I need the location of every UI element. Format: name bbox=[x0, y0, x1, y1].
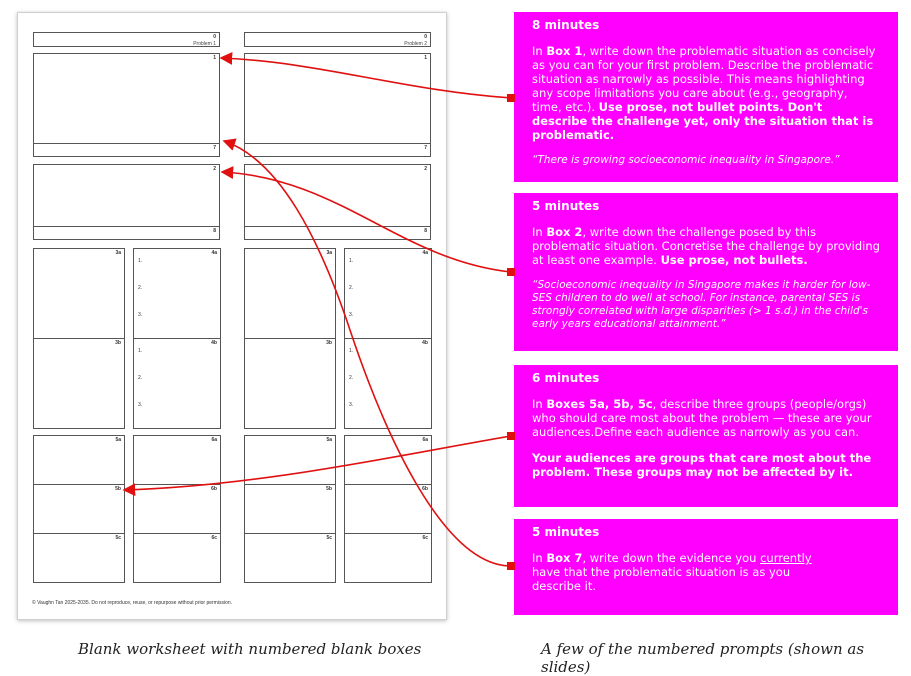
slide-example-quote: “There is growing socioeconomic inequality in Singapore.” bbox=[532, 154, 840, 166]
list-number: 2. bbox=[349, 285, 354, 291]
box-4b-label: 4b bbox=[211, 340, 217, 346]
box-4a-label: 4a bbox=[422, 250, 428, 256]
box-5c-label: 5c bbox=[115, 535, 121, 541]
slide-text: In Boxes 5a, 5b, 5c, describe three groups (people/orgs) who should care most about the problem — these are your audiences.Define each audience as narrowly as you can. bbox=[532, 397, 872, 439]
arrow-box-2 bbox=[222, 172, 511, 272]
arrow-box-7 bbox=[224, 141, 511, 566]
box-5c-label: 5c bbox=[326, 535, 332, 541]
box-6c-label: 6c bbox=[211, 535, 217, 541]
slide-title: 5 minutes bbox=[532, 525, 600, 539]
slide-example-quote: “Socioeconomic inequality in Singapore makes it harder for low-SES children to do well at school. For instance, parental SES is strongly correlated with large disparities (> 1 s.d.) in the child's early years educational attainment.” bbox=[532, 279, 871, 330]
box-6a-label: 6a bbox=[422, 437, 428, 443]
box-1-label: 1 bbox=[213, 55, 216, 61]
list-number: 1. bbox=[138, 258, 143, 264]
box-1-label: 1 bbox=[424, 55, 427, 61]
box-2-label: 2 bbox=[424, 166, 427, 172]
list-number: 3. bbox=[349, 312, 354, 318]
caption-left: Blank worksheet with numbered blank boxes bbox=[78, 640, 422, 658]
slide-text: In Box 7, write down the evidence you currently have that the problematic situation is as you describe it. bbox=[532, 551, 812, 593]
box-5b-label: 5b bbox=[326, 486, 332, 492]
box-6a-label: 6a bbox=[211, 437, 217, 443]
arrow-box-5b bbox=[124, 436, 511, 490]
list-number: 3. bbox=[138, 312, 143, 318]
box-7-label: 7 bbox=[424, 145, 427, 151]
caption-right: A few of the numbered prompts (shown as slides) bbox=[541, 640, 865, 676]
box-6c-label: 6c bbox=[422, 535, 428, 541]
list-number: 2. bbox=[349, 375, 354, 381]
list-number: 3. bbox=[349, 402, 354, 408]
header-number: 0 bbox=[424, 34, 427, 40]
box-6b-label: 6b bbox=[211, 486, 217, 492]
box-6b-label: 6b bbox=[422, 486, 428, 492]
arrow-anchor bbox=[507, 94, 515, 102]
box-5a-label: 5a bbox=[326, 437, 332, 443]
slide-title: 5 minutes bbox=[532, 199, 600, 213]
header-title: Problem 2 bbox=[404, 41, 427, 47]
list-number: 2. bbox=[138, 375, 143, 381]
header-title: Problem 1 bbox=[193, 41, 216, 47]
box-3a-label: 3a bbox=[115, 250, 121, 256]
box-8-label: 8 bbox=[213, 228, 216, 234]
arrow-anchor bbox=[507, 562, 515, 570]
box-5a-label: 5a bbox=[115, 437, 121, 443]
box-3b-label: 3b bbox=[326, 340, 332, 346]
box-7-label: 7 bbox=[213, 145, 216, 151]
arrow-anchor bbox=[507, 268, 515, 276]
box-3b-label: 3b bbox=[115, 340, 121, 346]
box-3a-label: 3a bbox=[326, 250, 332, 256]
list-number: 2. bbox=[138, 285, 143, 291]
slide-text: In Box 2, write down the challenge posed by this problematic situation. Concretise the challenge by providing at least one example. Use prose, not bullets. bbox=[532, 225, 880, 267]
list-number: 1. bbox=[138, 348, 143, 354]
list-number: 3. bbox=[138, 402, 143, 408]
box-8-label: 8 bbox=[424, 228, 427, 234]
box-4b-label: 4b bbox=[422, 340, 428, 346]
box-2-label: 2 bbox=[213, 166, 216, 172]
list-number: 1. bbox=[349, 348, 354, 354]
header-number: 0 bbox=[213, 34, 216, 40]
box-4a-label: 4a bbox=[211, 250, 217, 256]
arrow-anchor bbox=[507, 432, 515, 440]
copyright-notice: © Vaughn Tan 2025-2035. Do not reproduce, reuse, or repurpose without prior permission. bbox=[32, 600, 233, 606]
arrow-box-1 bbox=[221, 55, 511, 98]
list-number: 1. bbox=[349, 258, 354, 264]
slide-title: 6 minutes bbox=[532, 371, 600, 385]
slide-note: Your audiences are groups that care most about the problem. These groups may not be affected by it. bbox=[532, 451, 872, 479]
slide-title: 8 minutes bbox=[532, 18, 600, 32]
box-5b-label: 5b bbox=[115, 486, 121, 492]
slide-text: In Box 1, write down the problematic situation as concisely as you can for your first problem. Describe the problematic situation as narrowly as possible. This means highlighting any scope limitations you care about (e.g., geography, time, etc.). Use prose, not bullet points. Don't describe the challenge yet, only the situation that is problematic. bbox=[532, 44, 876, 142]
